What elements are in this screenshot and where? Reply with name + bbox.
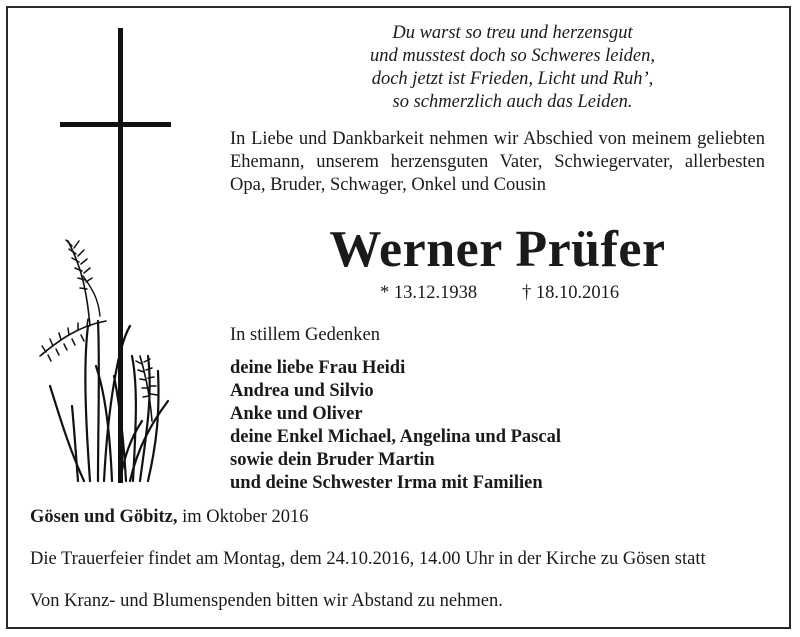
- intro-line: Ehemann, unserem herzensguten Vater, Schwiegervater, allerbesten: [230, 152, 765, 172]
- cross-icon: [60, 28, 171, 483]
- flowers-notice: Von Kranz- und Blumenspenden bitten wir Abstand zu nehmen.: [30, 591, 503, 611]
- memory-line: In stillem Gedenken: [230, 325, 381, 345]
- mourner-entry: Andrea und Silvio: [230, 381, 374, 401]
- mourner-entry: und deine Schwester Irma mit Familien: [230, 473, 543, 493]
- poem-line: doch jetzt ist Frieden, Licht und Ruh’,: [371, 69, 654, 89]
- cross-and-wheat-illustration: [28, 26, 188, 486]
- place-and-date: [30, 507, 309, 528]
- poem-line: und musstest doch so Schweres leiden,: [370, 46, 655, 66]
- birth-date: * 13.12.1938: [380, 283, 478, 303]
- poem-verse: [280, 22, 745, 114]
- intro-line: Opa, Bruder, Schwager, Onkel und Cousin: [230, 175, 547, 195]
- mourner-entry: deine liebe Frau Heidi: [230, 358, 406, 378]
- death-date: † 18.10.2016: [522, 283, 620, 303]
- mourner-entry: Anke und Oliver: [230, 404, 363, 424]
- intro-line: In Liebe und Dankbarkeit nehmen wir Abschied von meinem geliebten: [230, 129, 765, 149]
- mourners-list: [230, 357, 561, 495]
- wheat-ears-icon: [40, 240, 168, 481]
- mourner-entry: deine Enkel Michael, Angelina und Pascal: [230, 427, 561, 447]
- funeral-notice: Die Trauerfeier findet am Montag, dem 24.10.2016, 14.00 Uhr in der Kirche zu Gösen statt: [30, 549, 706, 569]
- place-date: im Oktober 2016: [177, 507, 309, 527]
- poem-line: Du warst so treu und herzensgut: [392, 23, 633, 43]
- poem-line: so schmerzlich auch das Leiden.: [392, 92, 633, 112]
- deceased-name: Werner Prüfer: [329, 221, 666, 278]
- place-towns: Gösen und Göbitz,: [30, 507, 178, 527]
- mourner-entry: sowie dein Bruder Martin: [230, 450, 435, 470]
- farewell-intro: [230, 128, 765, 197]
